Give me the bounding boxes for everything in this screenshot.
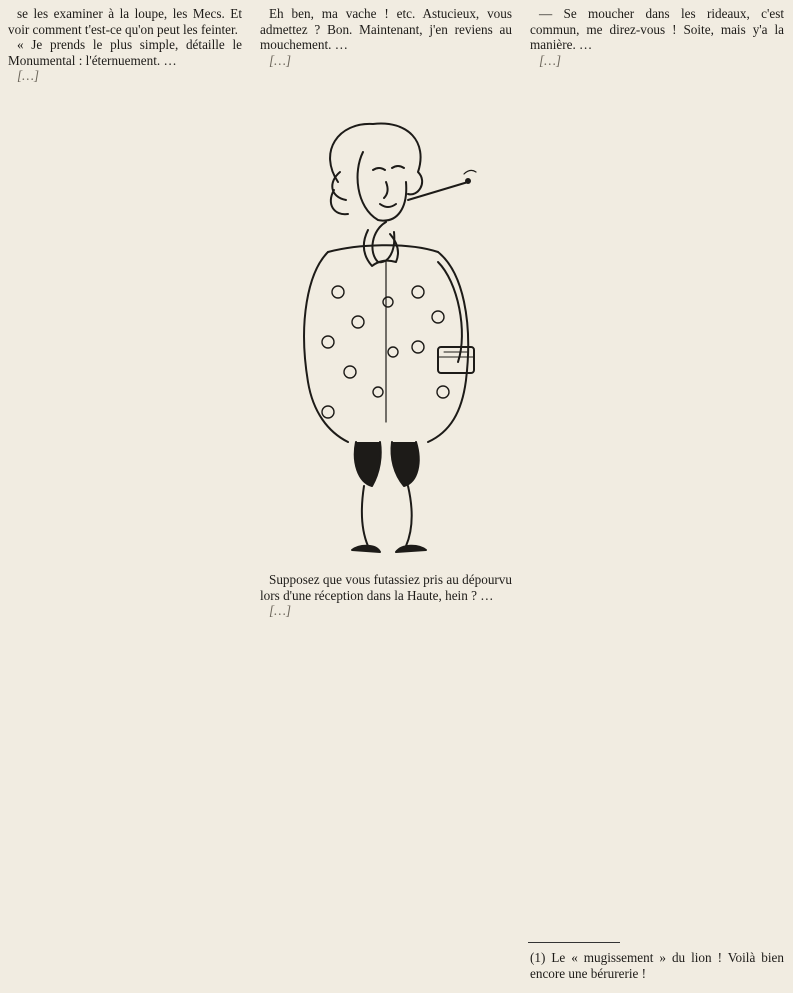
text-column-middle-bottom <box>260 572 512 987</box>
excerpt-marker: […] <box>17 68 39 84</box>
breeches-right <box>392 442 419 486</box>
paragraph: Supposez que vous futassiez pris au dépourvu lors d'une réception dans la Haute, hein ? … <box>260 572 512 603</box>
excerpt-marker: […] <box>539 52 561 68</box>
paragraph: — Se moucher dans les rideaux, c'est commun, me direz-vous ! Soite, mais y'a la manière. … <box>530 6 784 53</box>
excerpt-marker: […] <box>269 603 291 619</box>
breeches-left <box>355 442 381 486</box>
wig-outline <box>330 124 422 195</box>
text-column-left <box>8 6 242 986</box>
paragraph: Eh ben, ma vache ! etc. Astucieux, vous admettez ? Bon. Maintenant, j'en reviens au mouchement. … <box>260 6 512 53</box>
illustration-gentleman-sneezing <box>268 112 508 564</box>
face-outline <box>358 152 407 221</box>
footnote <box>530 950 784 982</box>
shoe-right <box>396 546 426 552</box>
footnote-divider <box>528 942 620 943</box>
shoe-left <box>352 546 380 552</box>
hand <box>372 222 394 262</box>
footnote-text: (1) Le « mugissement » du lion ! Voilà bien encore une bérurerie ! <box>530 950 784 981</box>
paragraph: « Je prends le plus simple, détaille le Monumental : l'éternuement. … <box>8 37 242 68</box>
excerpt-marker: […] <box>269 52 291 68</box>
paragraph: se les examiner à la loupe, les Mecs. Et voir comment t'est-ce qu'on peut les feinter. <box>8 6 242 37</box>
text-column-right <box>530 6 784 898</box>
text-column-middle-top <box>260 6 512 106</box>
